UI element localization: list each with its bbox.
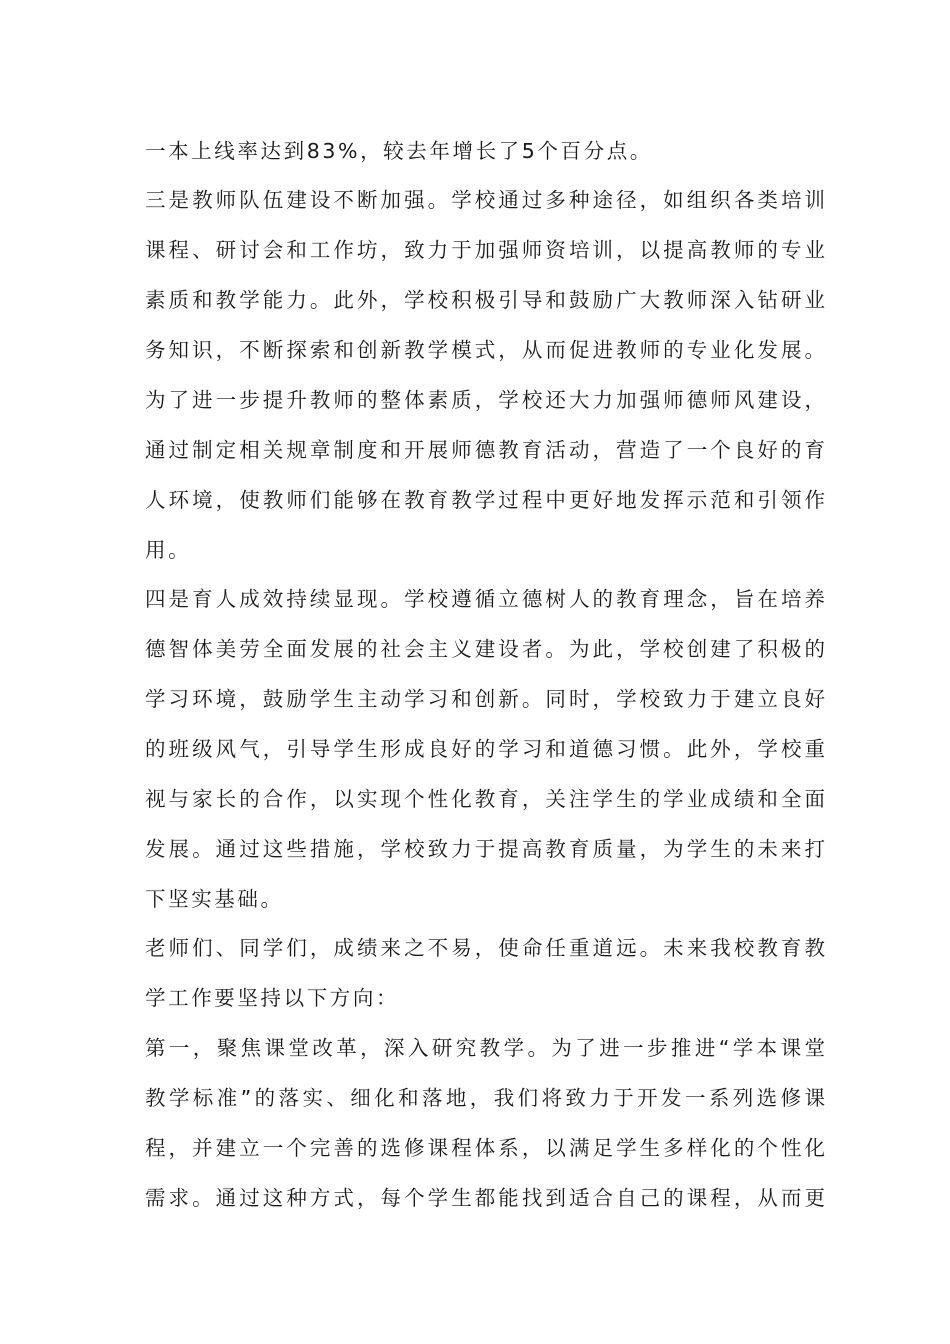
text-line: 一本上线率达到83%，较去年增长了5个百分点。	[145, 139, 653, 163]
text-line: 教学标准”的落实、细化和落地，我们将致力于开发一系列选修课	[145, 1086, 825, 1110]
text-line: 务知识，不断探索和创新教学模式，从而促进教师的专业化发展。	[145, 338, 825, 362]
text-line: 学习环境，鼓励学生主动学习和创新。同时，学校致力于建立良好	[145, 687, 825, 711]
text-line: 的班级风气，引导学生形成良好的学习和道德习惯。此外，学校重	[145, 737, 825, 761]
text-line: 为了进一步提升教师的整体素质，学校还大力加强师德师风建设，	[145, 388, 825, 412]
text-line: 需求。通过这种方式，每个学生都能找到适合自己的课程，从而更	[145, 1186, 825, 1210]
text-line: 下坚实基础。	[145, 887, 284, 911]
text-line: 程，并建立一个完善的选修课程体系，以满足学生多样化的个性化	[145, 1136, 825, 1160]
text-line: 课程、研讨会和工作坊，致力于加强师资培训，以提高教师的专业	[145, 238, 825, 262]
text-line: 人环境，使教师们能够在教育教学过程中更好地发挥示范和引领作	[145, 488, 825, 512]
text-line: 用。	[145, 538, 192, 562]
text-line: 德智体美劳全面发展的社会主义建设者。为此，学校创建了积极的	[145, 637, 825, 661]
text-line: 四是育人成效持续显现。学校遵循立德树人的教育理念，旨在培养	[145, 587, 825, 611]
text-line: 素质和教学能力。此外，学校积极引导和鼓励广大教师深入钻研业	[145, 288, 825, 312]
text-line: 视与家长的合作，以实现个性化教育，关注学生的学业成绩和全面	[145, 787, 825, 811]
text-line: 第一，聚焦课堂改革，深入研究教学。为了进一步推进“学本课堂	[145, 1036, 825, 1060]
text-line: 发展。通过这些措施，学校致力于提高教育质量，为学生的未来打	[145, 837, 825, 861]
text-line: 学工作要坚持以下方向：	[145, 986, 400, 1010]
text-line: 三是教师队伍建设不断加强。学校通过多种途径，如组织各类培训	[145, 188, 825, 212]
text-line: 通过制定相关规章制度和开展师德教育活动，营造了一个良好的育	[145, 438, 825, 462]
text-line: 老师们、同学们，成绩来之不易，使命任重道远。未来我校教育教	[145, 936, 825, 960]
